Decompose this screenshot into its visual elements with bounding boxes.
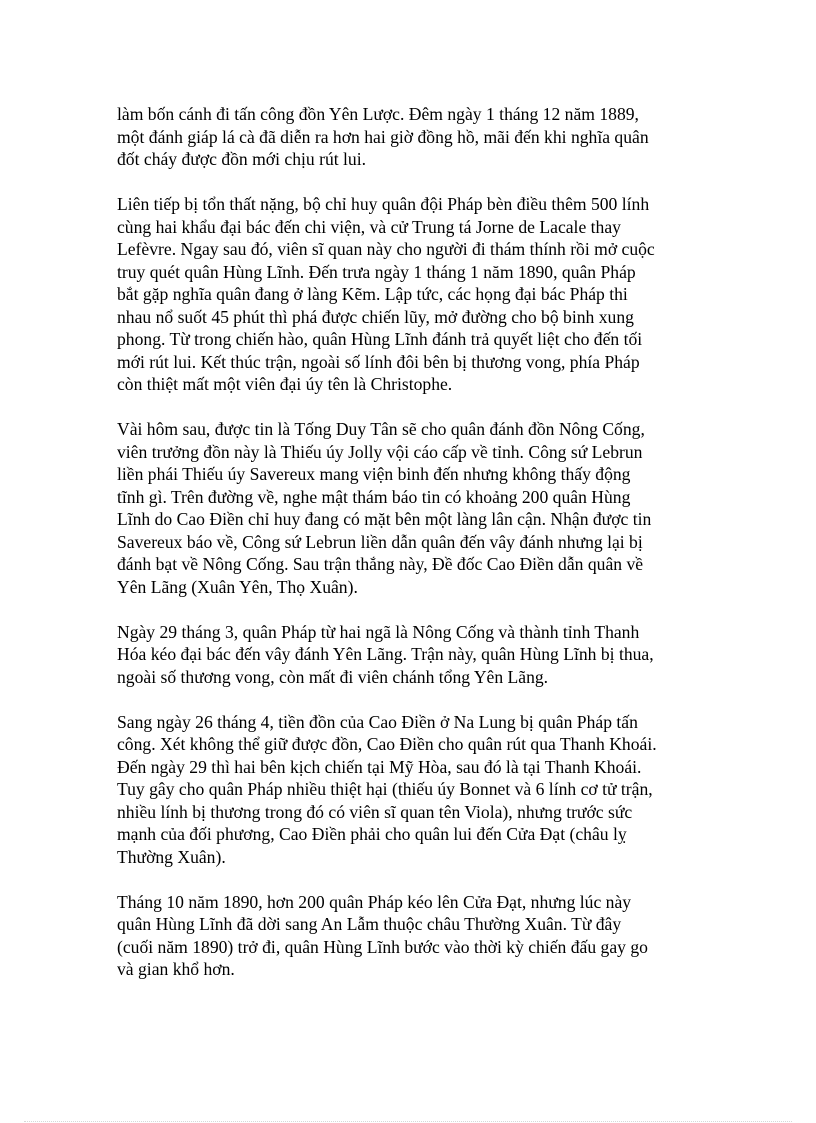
paragraph: [117, 103, 717, 171]
paragraph-line: (cuối năm 1890) trở đi, quân Hùng Lĩnh bước vào thời kỳ chiến đấu gay go: [117, 936, 648, 957]
paragraph-line: còn thiệt mất một viên đại úy tên là Christophe.: [117, 374, 453, 394]
paragraph-line: Tuy gây cho quân Pháp nhiều thiệt hại (thiếu úy Bonnet và 6 lính cơ tử trận,: [117, 779, 653, 799]
paragraph-line: Thường Xuân).: [117, 846, 226, 867]
paragraph: [117, 193, 717, 396]
paragraph-line: ngoài số thương vong, còn mất đi viên chánh tổng Yên Lãng.: [117, 666, 549, 687]
paragraph-line: đánh bạt về Nông Cống. Sau trận thắng này, Đề đốc Cao Điền dẫn quân về: [117, 554, 644, 574]
paragraph-line: cùng hai khẩu đại bác đến chi viện, và cử Trung tá Jorne de Lacale thay: [117, 216, 621, 237]
paragraph-line: mới rút lui. Kết thúc trận, ngoài số lính đôi bên bị thương vong, phía Pháp: [117, 351, 640, 372]
paragraph-line: nhiều lính bị thương trong đó có viên sĩ quan tên Viola), nhưng trước sức: [117, 801, 633, 822]
paragraph-line: Đến ngày 29 thì hai bên kịch chiến tại Mỹ Hòa, sau đó là tại Thanh Khoái.: [117, 756, 642, 777]
paragraph-line: Lefèvre. Ngay sau đó, viên sĩ quan này cho người đi thám thính rồi mở cuộc: [117, 239, 655, 259]
paragraph-line: công. Xét không thể giữ được đồn, Cao Điền cho quân rút qua Thanh Khoái.: [117, 734, 657, 754]
paragraph: [117, 711, 717, 869]
paragraph-line: và gian khổ hơn.: [117, 959, 235, 979]
paragraph-line: bắt gặp nghĩa quân đang ở làng Kẽm. Lập tức, các họng đại bác Pháp thi: [117, 284, 628, 304]
paragraph-line: liền phái Thiếu úy Savereux mang viện binh đến nhưng không thấy động: [117, 464, 631, 484]
document-body: [117, 103, 717, 1003]
paragraph-line: Ngày 29 tháng 3, quân Pháp từ hai ngã là Nông Cống và thành tỉnh Thanh: [117, 621, 640, 642]
paragraph-line: viên trưởng đồn này là Thiếu úy Jolly vội cáo cấp về tỉnh. Công sứ Lebrun: [117, 441, 643, 462]
paragraph-line: phong. Từ trong chiến hào, quân Hùng Lĩnh đánh trả quyết liệt cho đến tối: [117, 329, 643, 349]
paragraph-line: Liên tiếp bị tổn thất nặng, bộ chỉ huy quân đội Pháp bèn điều thêm 500 lính: [117, 194, 650, 214]
paragraph-line: nhau nổ suốt 45 phút thì phá được chiến lũy, mở đường cho bộ binh xung: [117, 306, 634, 327]
paragraph-line: Savereux báo về, Công sứ Lebrun liền dẫn quân đến vây đánh nhưng lại bị: [117, 531, 643, 552]
paragraph-line: truy quét quân Hùng Lĩnh. Đến trưa ngày 1 tháng 1 năm 1890, quân Pháp: [117, 261, 636, 282]
paragraph: [117, 418, 717, 598]
paragraph-line: Vài hôm sau, được tin là Tống Duy Tân sẽ cho quân đánh đồn Nông Cống,: [117, 419, 645, 439]
paragraph-line: quân Hùng Lĩnh đã dời sang An Lẫm thuộc châu Thường Xuân. Từ đây: [117, 914, 622, 934]
paragraph-line: đốt cháy được đồn mới chịu rút lui.: [117, 149, 367, 169]
paragraph-line: mạnh của đối phương, Cao Điền phải cho quân lui đến Cửa Đạt (châu lỵ: [117, 824, 627, 844]
paragraph-line: Tháng 10 năm 1890, hơn 200 quân Pháp kéo lên Cửa Đạt, nhưng lúc này: [117, 891, 632, 912]
paragraph: [117, 891, 717, 981]
paragraph-line: Yên Lãng (Xuân Yên, Thọ Xuân).: [117, 576, 358, 597]
page-bottom-dotted-rule: [24, 1121, 792, 1122]
paragraph-line: Lĩnh do Cao Điền chỉ huy đang có mặt bên một làng lân cận. Nhận được tin: [117, 509, 652, 529]
paragraph-line: tĩnh gì. Trên đường về, nghe mật thám báo tin có khoảng 200 quân Hùng: [117, 486, 631, 507]
paragraph-line: Sang ngày 26 tháng 4, tiền đồn của Cao Điền ở Na Lung bị quân Pháp tấn: [117, 711, 638, 732]
paragraph: [117, 621, 717, 689]
paragraph-line: một đánh giáp lá cà đã diễn ra hơn hai giờ đồng hồ, mãi đến khi nghĩa quân: [117, 126, 649, 147]
paragraph-line: Hóa kéo đại bác đến vây đánh Yên Lãng. Trận này, quân Hùng Lĩnh bị thua,: [117, 644, 654, 664]
paragraph-line: làm bốn cánh đi tấn công đồn Yên Lược. Đêm ngày 1 tháng 12 năm 1889,: [117, 104, 639, 124]
